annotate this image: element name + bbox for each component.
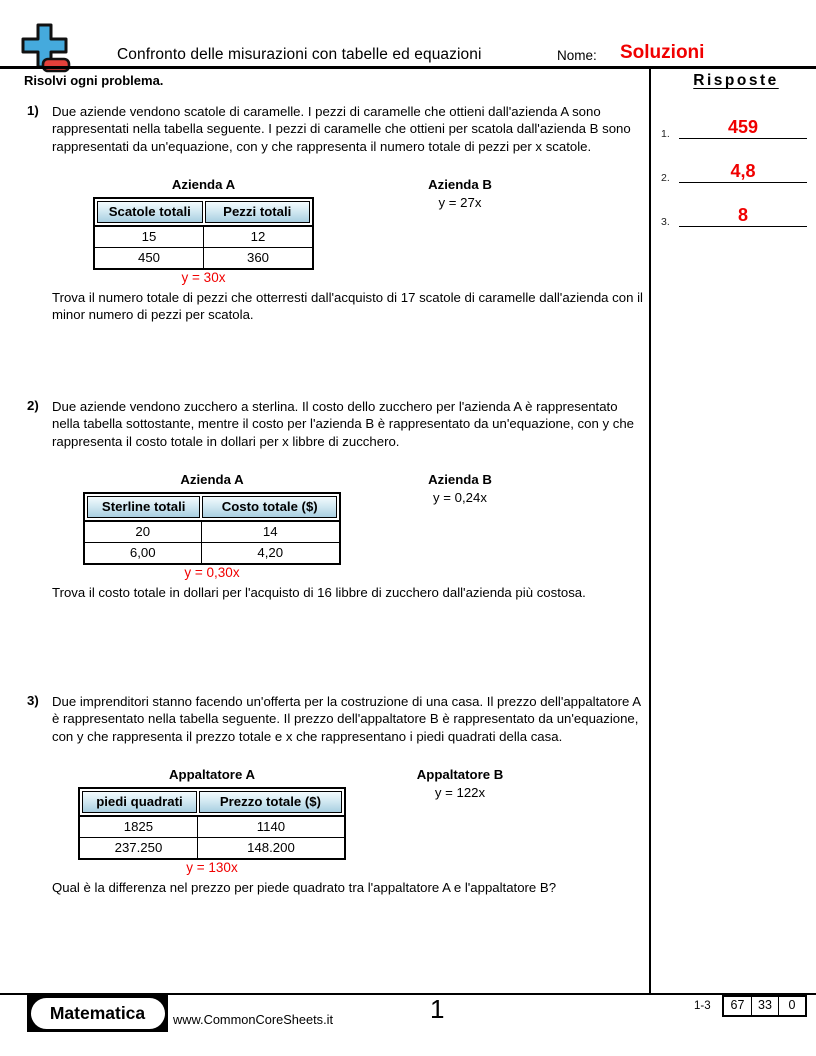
problem-number: 2): [27, 398, 39, 413]
table-cell: 237.250: [114, 840, 163, 855]
answer-line: [679, 182, 807, 183]
table-header-cell: Costo totale ($): [202, 496, 337, 518]
problem-1: [0, 103, 650, 395]
table-row: [85, 542, 339, 563]
company-b-equation: y = 27x: [438, 195, 482, 210]
question-text: Qual è la differenza nel prezzo per piede quadrato tra l'appaltatore A e l'appaltatore B?: [52, 880, 557, 895]
answer-number: 3.: [661, 216, 670, 228]
table-header-cell: Sterline totali: [87, 496, 200, 518]
company-b-title: Appaltatore B: [416, 767, 504, 782]
table-cell: 1825: [123, 819, 154, 834]
problem-text: Due imprenditori stanno facendo un'offerta per la costruzione di una casa. Il prezzo dell'appaltatore A è rappresentato nella tabella seguente. Il prezzo dell'appaltatore B è rappresentato da un'equazione, con y che rappresenta il prezzo totale e x che rappresentano i piedi quadrati della casa.: [52, 694, 641, 744]
answer-value: 4,8: [730, 161, 756, 181]
table-title: Azienda A: [180, 472, 244, 487]
table-equation: y = 130x: [186, 860, 238, 875]
table-equation: y = 0,30x: [184, 565, 240, 580]
company-b-title: Azienda B: [428, 472, 492, 487]
score-cell: 0: [778, 997, 805, 1015]
page-title: Confronto delle misurazioni con tabelle ed equazioni: [117, 46, 482, 63]
table-row: [80, 817, 344, 837]
problem-range: 1-3: [694, 1000, 711, 1012]
answer-row-2: [656, 155, 812, 183]
data-table: [83, 492, 341, 565]
answer-value: 459: [727, 117, 759, 137]
problem-number: 3): [27, 693, 39, 708]
score-boxes: [722, 995, 807, 1017]
table-cell: 148.200: [197, 838, 344, 858]
website-text: www.CommonCoreSheets.it: [173, 1012, 334, 1027]
answers-title: Risposte: [693, 72, 779, 89]
problem-3: [0, 693, 650, 985]
table-row: [85, 522, 339, 542]
score-cell: 67: [730, 998, 745, 1012]
question-text: Trova il costo totale in dollari per l'acquisto di 16 libbre di zucchero dall'azienda più costosa.: [52, 585, 586, 600]
answer-value: 8: [737, 205, 748, 225]
table-row: [80, 837, 344, 858]
company-b-equation: y = 122x: [434, 785, 486, 800]
answer-row-3: [656, 199, 812, 227]
header-rule: [0, 66, 816, 69]
table-cell: 20: [135, 524, 151, 539]
table-header-cell: Scatole totali: [97, 201, 203, 223]
table-cell: 6,00: [129, 545, 156, 560]
brand-badge: [27, 994, 168, 1032]
table-header-cell: Prezzo totale ($): [199, 791, 342, 813]
answer-number: 1.: [661, 128, 670, 140]
data-table: [78, 787, 346, 860]
answer-number: 2.: [661, 172, 670, 184]
instruction-text: Risolvi ogni problema.: [24, 73, 164, 88]
table-header-row: [80, 789, 344, 817]
score-cell: 33: [751, 997, 778, 1015]
table-title: Azienda A: [171, 177, 236, 192]
problem-2: [0, 398, 650, 690]
name-label: Nome:: [557, 48, 597, 63]
brand-label: Matematica: [31, 998, 165, 1029]
problem-number: 1): [27, 103, 39, 118]
answer-row-1: [656, 111, 812, 139]
table-cell: 450: [137, 250, 160, 265]
problem-text: Due aziende vendono zucchero a sterlina. Il costo dello zucchero per l'azienda A è rappresentato nella tabella sottostante, mentre il costo per l'azienda B è rappresentato da un'equazione, con y che rappresenta il costo totale in dollari per x libbre di zucchero.: [52, 399, 634, 449]
page-number: 1: [430, 994, 445, 1024]
answer-line: [679, 226, 807, 227]
table-title: Appaltatore A: [169, 767, 255, 782]
table-cell: 14: [201, 522, 340, 542]
table-cell: 15: [141, 229, 157, 244]
answer-line: [679, 138, 807, 139]
table-header-row: [85, 494, 339, 522]
name-value: Soluzioni: [620, 42, 705, 63]
table-row: [95, 227, 312, 247]
table-header-cell: piedi quadrati: [82, 791, 197, 813]
question-text: Trova il numero totale di pezzi che otterresti dall'acquisto di 17 scatole di caramelle dall'azienda con il minor numero di pezzi per scatola.: [52, 290, 643, 323]
table-cell: 12: [203, 227, 312, 247]
company-b-title: Azienda B: [428, 177, 492, 192]
data-table: [93, 197, 314, 270]
table-header-row: [95, 199, 312, 227]
table-cell: 4,20: [201, 543, 340, 563]
table-cell: 1140: [197, 817, 344, 837]
company-b-equation: y = 0,24x: [433, 490, 487, 505]
table-cell: 360: [203, 248, 312, 268]
problem-text: Due aziende vendono scatole di caramelle. I pezzi di caramelle che ottieni dall'azienda A sono rappresentati nella tabella seguente. I pezzi di caramelle che ottieni per scatola dall'azienda B sono rappresentati da un'equazione, con y che rappresenta il numero totale di pezzi per x scatole.: [52, 104, 631, 154]
table-row: [95, 247, 312, 268]
table-header-cell: Pezzi totali: [205, 201, 311, 223]
table-equation: y = 30x: [181, 270, 226, 285]
